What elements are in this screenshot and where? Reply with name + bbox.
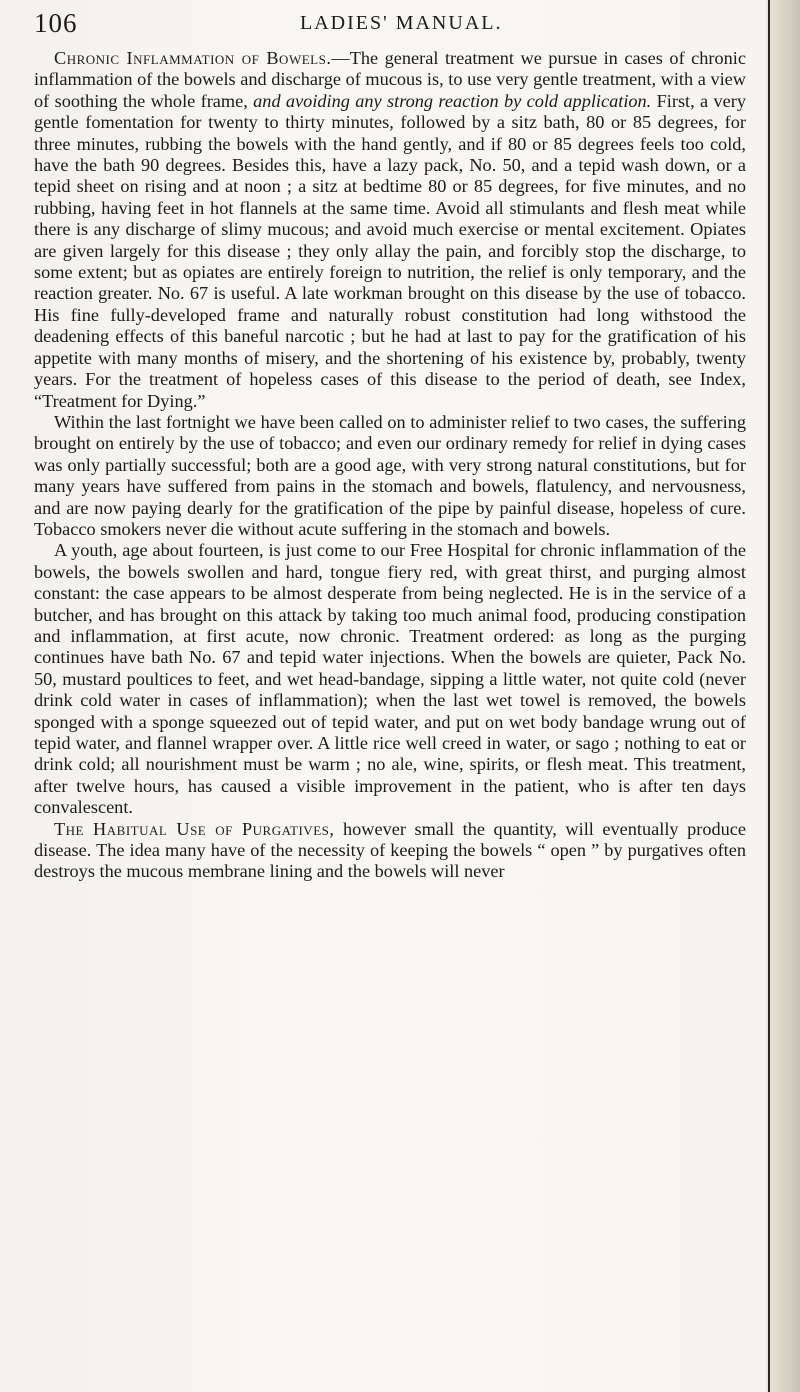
running-title: LADIES' MANUAL. (300, 12, 503, 34)
paragraph-chronic-inflammation (34, 48, 746, 412)
paragraph-purgatives (34, 819, 746, 883)
body-text (34, 48, 746, 883)
text-segment: however small the quantity, will eventually produce disease. The idea many have of the necessity of keeping the bowels “ open ” by purgatives often destroys the mucous membrane lining and the bowels will never (34, 818, 746, 882)
gutter-rule (768, 0, 770, 1392)
paragraph-youth-case (34, 540, 746, 818)
text-segment-italic: and avoiding any strong reaction by cold application. (253, 90, 652, 111)
section-heading: Chronic Inflammation of Bowels. (54, 48, 332, 68)
paragraph-tobacco-cases (34, 412, 746, 540)
text-segment: —The general treatment we pursue in cases of chronic inflammation of the bowels and discharge of mucous is, to use very gentle treatment, with a view of soothing the whole frame, (34, 48, 746, 111)
text-segment: A youth, age about fourteen, is just come to our Free Hospital for chronic inflammation of the bowels, the bowels swollen and hard, tongue fiery red, with great thirst, and purging almost constant: the case appears to be almost desperate from being neglected. He is in the service of a butcher, and has brought on this attack by taking too much animal food, producing constipation and inflammation, at first acute, now chronic. Treatment ordered: as long as the purging continues have bath No. 67 and tepid water injections. When the bowels are quieter, Pack No. 50, mustard poultices to feet, and wet head-bandage, sipping a little water, not quite cold (never drink cold water in cases of inflammation); when the last wet towel is removed, the bowels sponged with a sponge squeezed out of tepid water, and put on wet body bandage wrung out of tepid water, and flannel wrapper over. A little rice well creed in water, or sago ; nothing to eat or drink cold; all nourishment must be warm ; no ale, wine, spirits, or flesh meat. This treatment, after twelve hours, has caused a visible improvement in the patient, who is after ten days convalescent. (34, 540, 746, 818)
text-segment: First, a very gentle fomentation for twenty to thirty minutes, followed by a sitz bath, 80 or 85 degrees, for three minutes, rubbing the bowels with the hand gently, and if 80 or 85 degrees feels too cold, have the bath 90 degrees. Besides this, have a lazy pack, No. 50, and a tepid wash down, or a tepid sheet on rising and at noon ; a sitz at bedtime 80 or 85 degrees, for five minutes, and no rubbing, having feet in hot flannels at the same time. Avoid all stimulants and flesh meat while there is any discharge of slimy mucous; and avoid much exercise or mental excitement. Opiates are given largely for this disease ; they only allay the pain, and forcibly stop the discharge, to some extent; but as opiates are entirely foreign to nutrition, the relief is only temporary, and the reaction greater. No. 67 is useful. A late workman brought on this disease by the use of tobacco. His fine fully-developed frame and naturally robust constitution had long withstood the deadening effects of this baneful narcotic ; but he had at last to pay for the gratification of his appetite with many months of misery, and the shortening of his existence by, probably, twenty years. For the treatment of hopeless cases of this disease to the period of death, see Index, “Treatment for Dying.” (34, 90, 747, 411)
page-edge-gutter (766, 0, 800, 1392)
page-number: 106 (34, 8, 78, 38)
section-heading: The Habitual Use of Purgatives, (54, 818, 335, 839)
text-segment: Within the last fortnight we have been called on to administer relief to two cases, the suffering brought on entirely by the use of tobacco; and even our ordinary remedy for relief in dying cases was only partially successful; both are a good age, with very strong natural constitutions, but for many years have suffered from pains in the stomach and bowels, flatulency, and nervousness, and are now paying dearly for the gratification of the pipe by painful disease, hopeless of cure. Tobacco smokers never die without acute suffering in the stomach and bowels. (34, 411, 746, 539)
